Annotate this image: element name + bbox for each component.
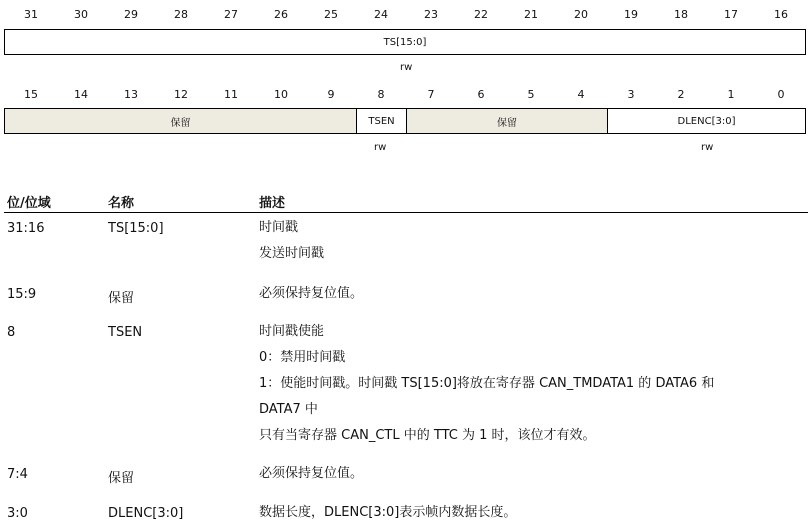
- field-reserved-7-4: 保留: [407, 109, 608, 133]
- field-dlenc: DLENC[3:0]: [677, 115, 736, 127]
- row-bits: 15:9: [7, 287, 37, 302]
- bit-number: 13: [124, 88, 138, 101]
- row-name: TS[15:0]: [108, 221, 164, 236]
- access-tsen: rw: [374, 142, 387, 153]
- lower-register-row: [4, 108, 806, 134]
- row-bits: 31:16: [7, 221, 45, 236]
- header-bits: 位/位域: [7, 196, 51, 211]
- bit-number: 27: [224, 8, 238, 21]
- header-desc: 描述: [259, 196, 286, 211]
- row-name: TSEN: [108, 325, 143, 340]
- row-desc: [259, 281, 363, 307]
- row-desc: [259, 215, 324, 267]
- row-name: 保留: [108, 291, 135, 306]
- desc-line: 0：禁用时间戳: [259, 350, 346, 365]
- bit-number: 18: [674, 8, 688, 21]
- row-name: 保留: [108, 471, 135, 486]
- bit-number: 11: [224, 88, 238, 101]
- desc-line: 数据长度，DLENC[3:0]表示帧内数据长度。: [259, 505, 517, 520]
- bit-number: 28: [174, 8, 188, 21]
- bit-number: 29: [124, 8, 138, 21]
- bit-number: 20: [574, 8, 588, 21]
- bit-number: 23: [424, 8, 438, 21]
- desc-line: DATA7 中: [259, 402, 318, 417]
- bit-number: 4: [577, 88, 585, 101]
- bit-number: 2: [677, 88, 685, 101]
- field-tsen: TSEN: [357, 109, 407, 133]
- bit-number: 19: [624, 8, 638, 21]
- bit-number: 3: [627, 88, 635, 101]
- bit-number: 25: [324, 8, 338, 21]
- row-desc: [259, 500, 516, 526]
- desc-line: 只有当寄存器 CAN_CTL 中的 TTC 为 1 时，该位才有效。: [259, 428, 596, 443]
- bit-number: 5: [527, 88, 535, 101]
- field-reserved-15-9: 保留: [5, 109, 357, 133]
- bit-number: 16: [774, 8, 788, 21]
- bit-number: 26: [274, 8, 288, 21]
- desc-line: 发送时间戳: [259, 246, 325, 261]
- upper-bit-numbers: [6, 8, 806, 21]
- bit-number: 15: [24, 88, 38, 101]
- row-name: DLENC[3:0]: [108, 506, 184, 521]
- bit-number: 14: [74, 88, 88, 101]
- desc-line: 必须保持复位值。: [259, 286, 364, 301]
- desc-line: 1：使能时间戳。时间戳 TS[15:0]将放在寄存器 CAN_TMDATA1 的 DATA6 和: [259, 376, 715, 391]
- bit-number: 31: [24, 8, 38, 21]
- bit-number: 10: [274, 88, 288, 101]
- bit-number: 9: [327, 88, 335, 101]
- row-desc: [259, 461, 363, 487]
- lower-bit-numbers: [6, 88, 806, 101]
- access-dlenc: rw: [701, 142, 714, 153]
- bit-number: 22: [474, 8, 488, 21]
- field-ts: TS[15:0]: [383, 36, 427, 48]
- bit-number: 1: [727, 88, 735, 101]
- bit-number: 30: [74, 8, 88, 21]
- bit-number: 17: [724, 8, 738, 21]
- bit-number: 12: [174, 88, 188, 101]
- header-divider: [4, 212, 808, 213]
- bit-number: 6: [477, 88, 485, 101]
- header-name: 名称: [108, 196, 135, 211]
- desc-line: 时间戳使能: [259, 324, 325, 339]
- access-ts: rw: [400, 62, 413, 73]
- bit-number: 21: [524, 8, 538, 21]
- row-bits: 7:4: [7, 467, 28, 482]
- bit-number: 8: [377, 88, 385, 101]
- desc-line: 时间戳: [259, 220, 299, 235]
- upper-register-row: [4, 29, 806, 55]
- bit-number: 24: [374, 8, 388, 21]
- bit-number: 0: [777, 88, 785, 101]
- row-bits: 3:0: [7, 506, 28, 521]
- desc-line: 必须保持复位值。: [259, 466, 364, 481]
- bit-number: 7: [427, 88, 435, 101]
- row-bits: 8: [7, 325, 16, 340]
- row-desc: [259, 319, 714, 449]
